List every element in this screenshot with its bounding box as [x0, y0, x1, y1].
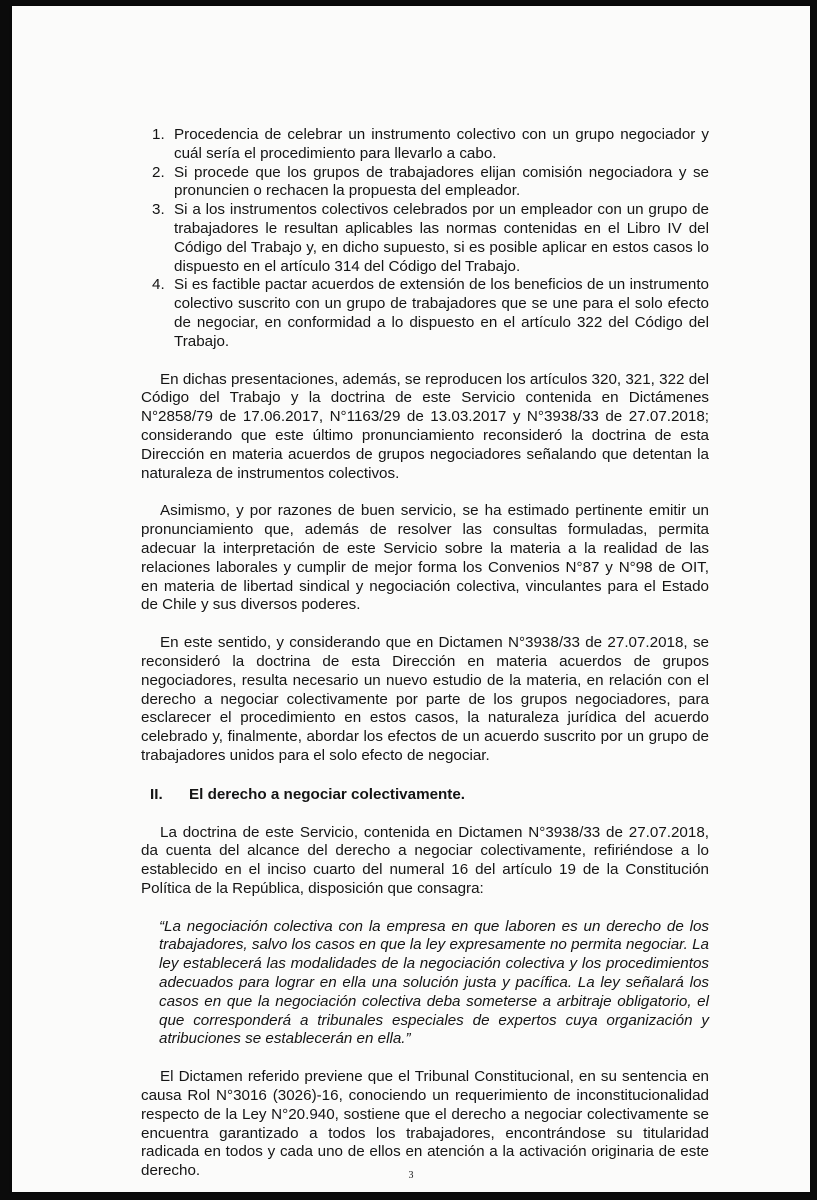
section-title: El derecho a negociar colectivamente.: [189, 785, 466, 803]
list-text: Si a los instrumentos colectivos celebrados por un empleador con un grupo de trabajadores le resultan aplicables las normas contenidas en el Libro IV del Código del Trabajo y, en dicho supuesto, si es posible aplicar en estos casos lo dispuesto en el artículo 314 del Código del Trabajo.: [174, 201, 709, 275]
section-heading: [141, 786, 709, 805]
document-page: [12, 6, 810, 1192]
document-body: [141, 126, 709, 1181]
list-text: Si procede que los grupos de trabajadores elijan comisión negociadora y se pronuncien o rechacen la propuesta del empleador.: [174, 163, 709, 200]
list-number: 1.: [152, 126, 165, 143]
list-number: 2.: [152, 163, 165, 181]
list-number: 4.: [152, 276, 165, 294]
constitution-quote: “La negociación colectiva con la empresa en que laboren es un derecho de los trabajadores, salvo los casos en que la ley expresamente no permita negociar. La ley establecerá las modalidades de la negociación colectiva y los procedimientos adecuados para lograr en ella una solución justa y pacífica. La ley señalará los casos en que la negociación colectiva deba someterse a arbitraje obligatorio, el que corresponderá a tribunales especiales de expertos cuya organización y atribuciones se establecerán en ella.”: [159, 917, 709, 1048]
list-number: 3.: [152, 201, 165, 219]
paragraph-doctrina: La doctrina de este Servicio, contenida en Dictamen N°3938/33 de 27.07.2018, da cuenta del alcance del derecho a negociar colectivamente, refiriéndose a lo establecido en el inciso cuarto del numeral 16 del artículo 19 de la Constitución Política de la República, disposición que consagra:: [141, 823, 709, 897]
list-text: Si es factible pactar acuerdos de extensión de los beneficios de un instrumento colectivo suscrito con un grupo de trabajadores que se une para el solo efecto de negociar, en conformidad a lo dispuesto en el artículo 322 del Código del Trabajo.: [174, 276, 709, 350]
paragraph-en-este-sentido: En este sentido, y considerando que en Dictamen N°3938/33 de 27.07.2018, se reconsideró la doctrina de esta Dirección en materia acuerdos de grupos negociadores, resulta necesario un nuevo estudio de la materia, en relación con el derecho a negociar colectivamente por parte de los grupos negociadores, para esclarecer el procedimiento en estos casos, la naturaleza jurídica del acuerdo celebrado y, finalmente, abordar los efectos de un acuerdo suscrito por un grupo de trabajadores unidos para el solo efecto de negociar.: [141, 634, 709, 764]
list-text: Procedencia de celebrar un instrumento colectivo con un grupo negociador y cuál sería el procedimiento para llevarlo a cabo.: [174, 126, 709, 162]
section-number: II.: [150, 785, 163, 803]
list-item: [141, 201, 709, 276]
paragraph-dictamen-referido: El Dictamen referido previene que el Tribunal Constitucional, en su sentencia en causa Rol N°3016 (3026)-16, conociendo un requerimiento de inconstitucionalidad respecto de la Ley N°20.940, sostiene que el derecho a negociar colectivamente se encuentra garantizado a todos los trabajadores, encontrándose su titularidad radicada en todos y cada uno de ellos en atención a la activación originaria de este derecho.: [141, 1068, 709, 1180]
numbered-list: [141, 126, 709, 352]
list-item: [141, 164, 709, 202]
paragraph-presentaciones: En dichas presentaciones, además, se reproducen los artículos 320, 321, 322 del Código del Trabajo y la doctrina de este Servicio contenida en Dictámenes N°2858/79 de 17.06.2017, N°1163/29 de 13.03.2017 y N°3938/33 de 27.07.2018; considerando que este último pronunciamiento reconsideró la doctrina de esta Dirección en materia acuerdos de grupos negociadores señalando que detentan la naturaleza de instrumentos colectivos.: [141, 370, 709, 482]
page-number: 3: [408, 1170, 414, 1181]
list-item: [141, 276, 709, 351]
paragraph-buen-servicio: Asimismo, y por razones de buen servicio, se ha estimado pertinente emitir un pronunciamiento que, además de resolver las consultas formuladas, permita adecuar la interpretación de este Servicio sobre la materia a la realidad de las relaciones laborales y cumplir de mejor forma los Convenios N°87 y N°98 de OIT, en materia de libertad sindical y negociación colectiva, vinculantes para el Estado de Chile y sus diversos poderes.: [141, 502, 709, 614]
list-item: [141, 126, 709, 164]
